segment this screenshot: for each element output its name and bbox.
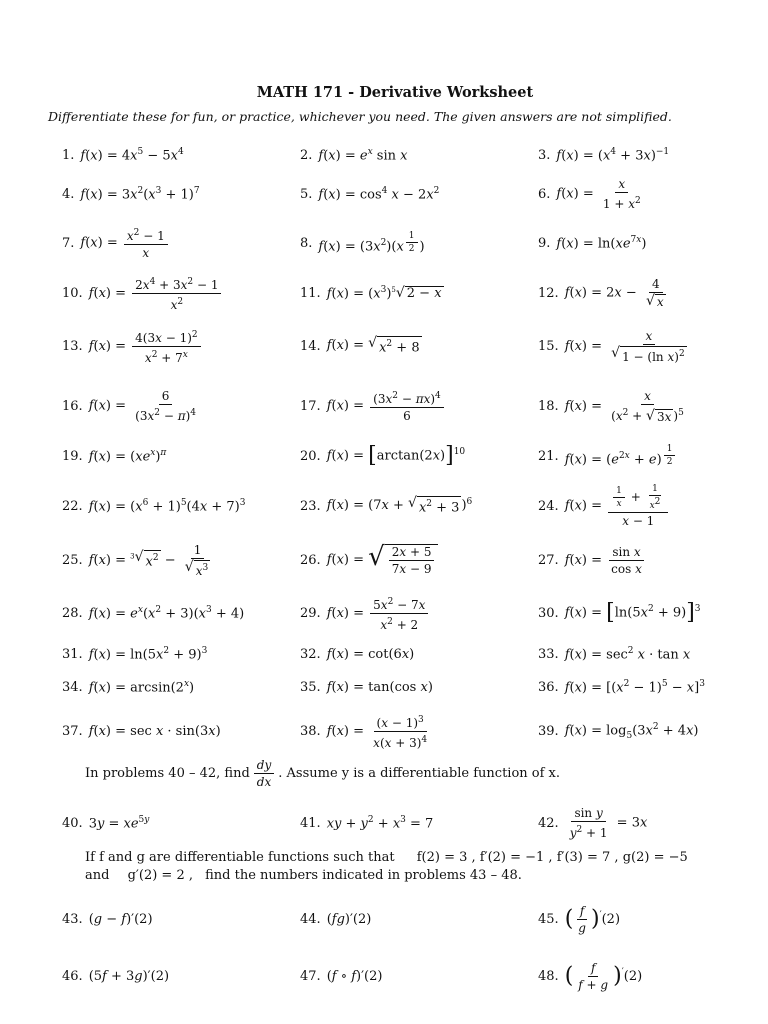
problem-31: 31. $f(x) = \ln(5x^2 + 9)^3$ <box>62 645 208 663</box>
problem-15: 15. f(x) = x √ 1 − (ln x)$^2$ <box>538 328 685 364</box>
problem-21: 21. $f(x) = (e^{2x} + e)$ $^{\frac{1}{2}}$ <box>538 434 677 478</box>
problem-35: 35. f(x) = tan(cos x) <box>300 679 433 695</box>
conditions-line-2: and g′(2) = 2 , find the numbers indicated in problems 43 – 48. <box>85 868 522 883</box>
problem-46: 46. (5f + 3g)′(2) <box>62 968 170 984</box>
problem-41: 41. xy + $y^2 + x^3 = 7$ <box>300 814 434 832</box>
dy-dx-fraction: $\frac{dy}{dx}$ <box>254 758 274 789</box>
problem-5: 5. $f(x) = \cos^4 x - 2x^2$ <box>300 185 440 203</box>
problem-24: 24. f(x) = $\frac{1}{x}$ + $\frac{1}{x^2}$ x − 1 <box>538 484 670 528</box>
problem-6: 6. f(x) = $\frac{x}{1 + x^2}$ <box>538 177 641 211</box>
problem-23: 23. f(x) = (7x + √ $x^2 + 3$ )$^6$ <box>300 495 473 516</box>
problem-3: 3. $f(x) = (x^4 + 3x)^{-1}$ <box>538 146 670 164</box>
conditions-line-1: If f and g are differentiable functions such that f(2) = 3 , f′(2) = −1 , f′(3) = 7 , g(2) = −5 <box>85 850 688 865</box>
problem-19: 19. $f(x) = (xe^x)^\pi$ <box>62 447 167 465</box>
problem-28: 28. $f(x) = e^x(x^2 + 3)(x^3 + 4)$ <box>62 604 245 622</box>
problem-22: 22. $f(x) = (x^6 + 1)^5(4x + 7)^3$ <box>62 497 246 515</box>
problem-45: 45. ( $\frac{f}{g}$ )′(2) <box>538 903 621 935</box>
instructions: Differentiate these for fun, or practice, whichever you need. The given answers are not simplified. <box>48 109 672 124</box>
problem-14: 14. f(x) = √ $x^2 + 8$ <box>300 335 420 356</box>
problem-48: 48. ( $\frac{f}{f + g}$ )′(2) <box>538 960 643 992</box>
implicit-intro: In problems 40 – 42, find $\frac{dy}{dx}$ . Assume y is a differentiable function of x. <box>85 758 561 789</box>
problem-26: 26. f(x) = √ $\frac{2x + 5}{7x - 9}$ <box>300 538 438 582</box>
problem-36: 36. $f(x) = [(x^2 - 1)^5 - x]^3$ <box>538 678 705 696</box>
problem-37: 37. f(x) = sec x · sin(3x) <box>62 723 221 739</box>
problem-13: 13. f(x) = $\frac{4(3x - 1)^2}{x^2 + 7^x}$ <box>62 324 203 368</box>
problem-9: 9. $f(x) = \ln(xe^{7x})$ <box>538 234 647 252</box>
problem-43: 43. (g − f)′(2) <box>62 911 153 927</box>
problem-42: 42. $\frac{\text{sin y}}{y^2 + 1}$ = 3x <box>538 806 648 840</box>
problem-12: 12. f(x) = 2x − 4 √ x <box>538 277 664 309</box>
problem-1: 1. $f(x) = 4x^5 - 5x^4$ <box>62 146 184 164</box>
problem-38: 38. f(x) = $\frac{(x - 1)^3}{x(x + 3)^4}$ <box>300 714 428 750</box>
problem-39: 39. $f(x) = \log_5(3x^2 + 4x)$ <box>538 721 699 741</box>
problem-20: 20. $f(x) = [\arctan(2x)]^{10}$ <box>300 443 466 468</box>
problem-44: 44. (fg)′(2) <box>300 911 372 927</box>
problem-29: 29. f(x) = $\frac{5x^2 - 7x}{x^2 + 2}$ <box>300 591 430 635</box>
problem-30: 30. $f(x) = [\ln(5x^2 + 9)]^3$ <box>538 600 701 625</box>
problem-47: 47. (f ∘ f)′(2) <box>300 968 383 984</box>
problem-16: 16. f(x) = $\frac{6}{(3x^2 - \pi)^4}$ <box>62 389 196 423</box>
problem-7: 7. f(x) = $\frac{x^2 - 1}{x}$ <box>62 221 170 265</box>
problem-33: 33. $f(x) = \sec^2 x \cdot \tan x$ <box>538 645 691 663</box>
problem-17: 17. f(x) = $\frac{(3x^2 - \pi x)^4}{6}$ <box>300 384 446 428</box>
problem-8: 8. $f(x) = (3x^2)(x$ $^{\frac{1}{2}}$ ) <box>300 231 425 255</box>
problem-18: 18. f(x) = x ($x^2$ + √ 3x )$^5$ <box>538 388 684 424</box>
problem-10: 10. f(x) = $\frac{2x^4 + 3x^2 - 1}{x^2}$ <box>62 271 223 315</box>
problem-34: 34. $f(x) = \arcsin(2^x)$ <box>62 678 195 696</box>
problem-4: 4. $f(x) = 3x^2(x^3 + 1)^7$ <box>62 185 200 203</box>
problem-25: 25. f(x) = $^3$ √ $x^2$ − 1 √ $x^3$ <box>62 542 209 578</box>
page-title: MATH 171 - Derivative Worksheet <box>256 84 534 101</box>
problem-32: 32. f(x) = cot(6x) <box>300 646 415 662</box>
problem-2: 2. $f(x) = e^x$ sin x <box>300 146 408 164</box>
problem-11: 11. $f(x) = (x^3)^5$ √ 2 − x <box>300 284 442 302</box>
problem-27: 27. f(x) = $\frac{\text{sin x}}{\text{cos x}}$ <box>538 544 642 576</box>
problem-40: 40. $3y = xe^{5y}$ <box>62 814 150 832</box>
